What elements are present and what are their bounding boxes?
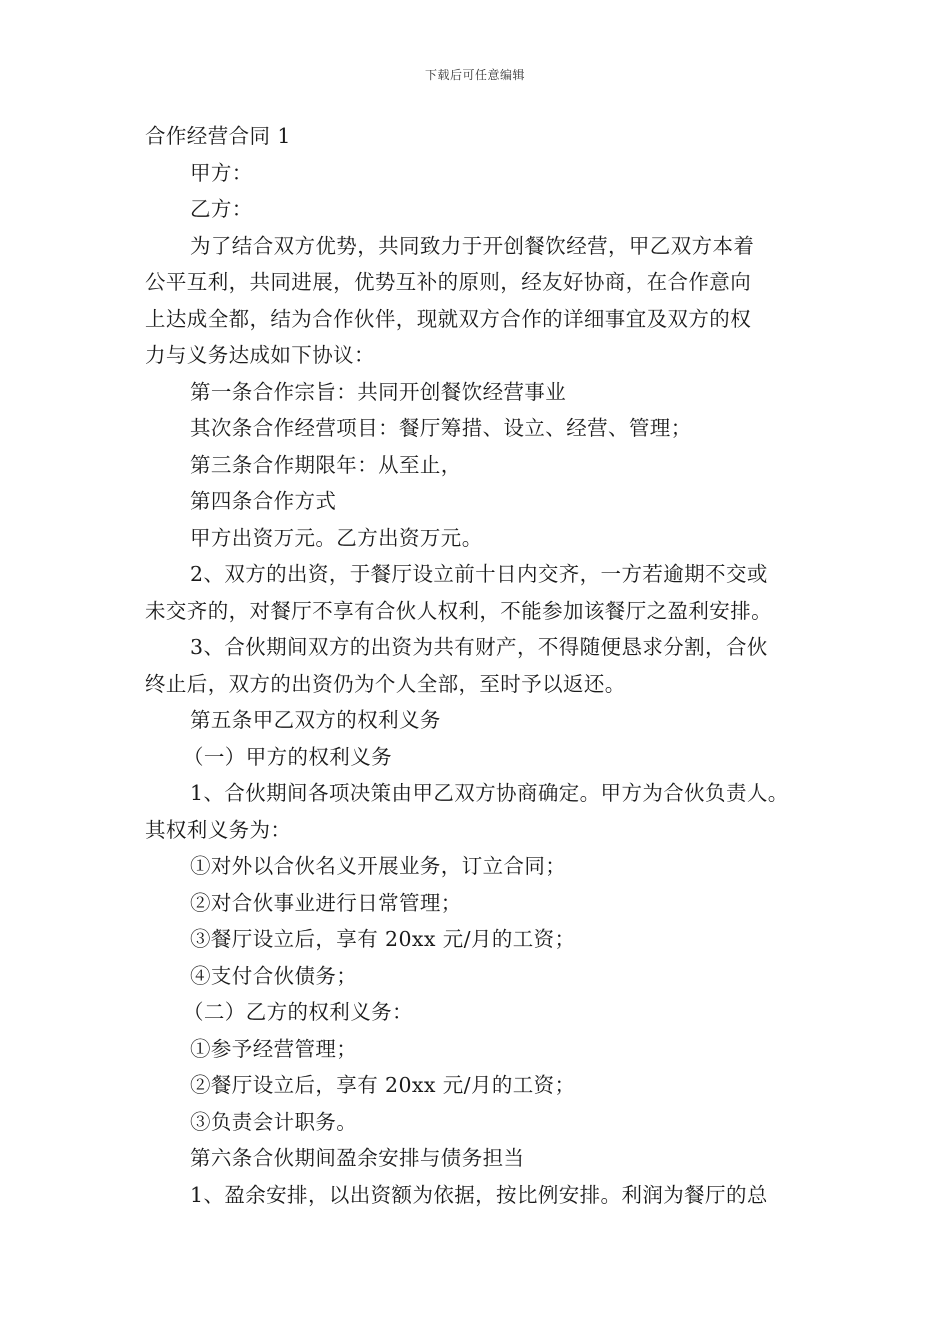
document-line: 甲方出资万元。乙方出资万元。 — [190, 525, 483, 550]
document-line: 第四条合作方式 — [190, 489, 337, 513]
document-line: ①参予经营管理； — [190, 1036, 358, 1061]
document-line: ②对合伙事业进行日常管理； — [190, 890, 462, 915]
document-line: ②餐厅设立后，享有 20xx 元/月的工资； — [190, 1073, 576, 1097]
document-line: 第五条甲乙双方的权利义务 — [190, 708, 441, 732]
document-line: 力与义务达成如下协议： — [145, 343, 375, 367]
document-line: 其次条合作经营项目：餐厅筹措、设立、经营、管理； — [190, 416, 692, 440]
document-line: 甲方： — [190, 160, 253, 185]
document-line: 公平互利，共同进展，优势互补的原则，经友好协商，在合作意向 — [145, 270, 752, 294]
document-line: 1、合伙期间各项决策由甲乙双方协商确定。甲方为合伙负责人。 — [190, 781, 789, 805]
document-line: 乙方： — [190, 197, 253, 221]
document-line: 2、双方的出资，于餐厅设立前十日内交齐，一方若逾期不交或 — [190, 562, 768, 586]
document-line: 为了结合双方优势，共同致力于开创餐饮经营，甲乙双方本着 — [190, 233, 755, 258]
document-line: （二）乙方的权利义务： — [183, 1000, 413, 1024]
document-title: 合作经营合同 1 — [145, 124, 291, 148]
document-body — [145, 118, 820, 1213]
document-line: ③餐厅设立后，享有 20xx 元/月的工资； — [190, 927, 576, 951]
document-line: 第三条合作期限年：从至止， — [190, 452, 462, 477]
document-line: 未交齐的，对餐厅不享有合伙人权利，不能参加该餐厅之盈利安排。 — [145, 598, 772, 623]
document-line: ①对外以合伙名义开展业务，订立合同； — [190, 854, 567, 878]
document-line: （一）甲方的权利义务 — [183, 744, 392, 769]
document-line: 上达成全都，结为合作伙伴，现就双方合作的详细事宜及双方的权 — [145, 306, 752, 331]
document-line: 其权利义务为： — [145, 817, 292, 842]
document-line: 1、盈余安排，以出资额为依据，按比例安排。利润为餐厅的总 — [190, 1182, 768, 1207]
document-line: 3、合伙期间双方的出资为共有财产，不得随便恳求分割，合伙 — [190, 635, 768, 659]
document-line: 第一条合作宗旨：共同开创餐饮经营事业 — [190, 379, 567, 404]
document-line: 第六条合伙期间盈余安排与债务担当 — [190, 1146, 525, 1170]
header-note: 下载后可任意编辑 — [424, 68, 525, 82]
document-line: 终止后，双方的出资仍为个人全部，至时予以返还。 — [145, 671, 626, 696]
document-line: ③负责会计职务。 — [190, 1109, 358, 1134]
document-line: ④支付合伙债务； — [190, 963, 358, 988]
